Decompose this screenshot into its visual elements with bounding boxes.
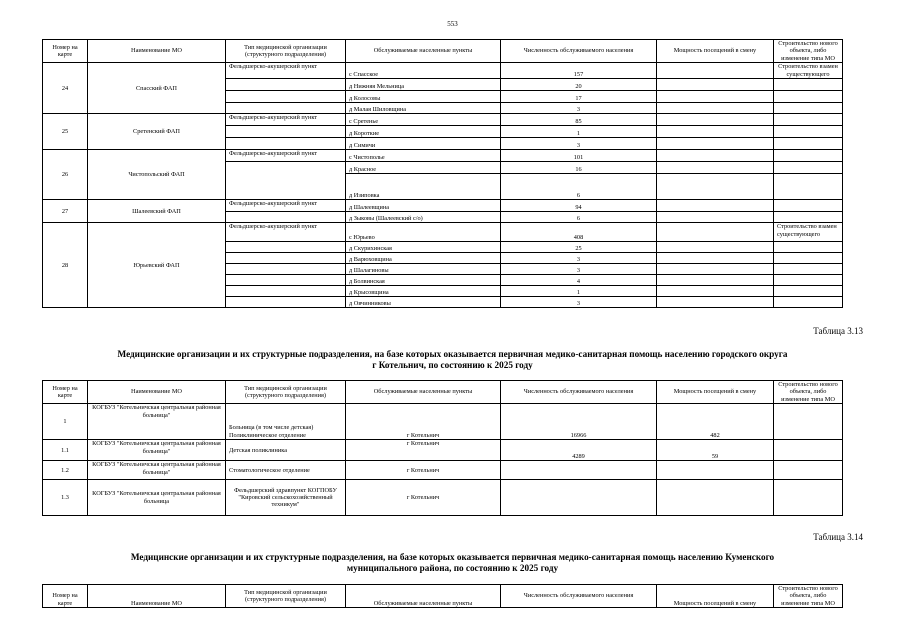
header-settlements: Обслуживаемые населенные пункты: [346, 40, 501, 63]
population: 17: [501, 91, 657, 103]
org-type: Фельдшерско-акушерский пункт: [226, 200, 346, 212]
table-row: [43, 223, 843, 242]
mo-name: Сретенский ФАП: [88, 114, 226, 150]
settlement: д Короткие: [346, 126, 501, 138]
settlement: д Варюховщина: [346, 253, 501, 264]
capacity: [657, 63, 774, 79]
map-number: 1.1: [43, 440, 88, 461]
settlement: г Котельнич: [346, 440, 501, 461]
table-title-3-14: [30, 552, 875, 574]
settlement: д Шалагиновы: [346, 264, 501, 275]
org-type: Фельдшерский здравпункт КОГПОБУ "Кировский сельскохозяйственный техникум": [226, 480, 346, 516]
mo-name: Спасский ФАП: [88, 63, 226, 114]
settlement: д Колосовы: [346, 91, 501, 103]
title-line-1: Медицинские организации и их структурные подразделения, на базе которых оказывается первичная медико-санитарная помощь населению городского округа: [117, 349, 788, 359]
capacity: [657, 480, 774, 516]
settlement: д Шалеевщина: [346, 200, 501, 212]
settlement: д Болвинская: [346, 275, 501, 286]
table-label-3-13: Таблица 3.13: [813, 326, 863, 336]
settlement: д Изиповка: [346, 174, 501, 200]
mo-name: Шалеевский ФАП: [88, 200, 226, 223]
settlement: д Нижняя Мельница: [346, 79, 501, 91]
map-number: 1.2: [43, 461, 88, 480]
settlement: д Зыковы (Шалеевский с/о): [346, 212, 501, 223]
population: 4289: [501, 440, 657, 461]
map-number: 1: [43, 404, 88, 440]
population: 6: [501, 174, 657, 200]
population: 3: [501, 253, 657, 264]
construction: Строительство взамен существующего: [774, 63, 843, 79]
header-mo: Наименование МО: [88, 585, 226, 608]
population: 3: [501, 138, 657, 150]
map-number: 28: [43, 223, 88, 308]
population: 20: [501, 79, 657, 91]
table-kotelnich: [42, 380, 843, 516]
org-type: Стоматологическое отделение: [226, 461, 346, 480]
settlement: д Красное: [346, 162, 501, 174]
settlement: с Спасское: [346, 63, 501, 79]
mo-name: Юрьевский ФАП: [88, 223, 226, 308]
population: 1: [501, 286, 657, 297]
mo-name: Чистопольский ФАП: [88, 150, 226, 200]
population: 4: [501, 275, 657, 286]
header-capacity: Мощность посещений в смену: [657, 381, 774, 404]
map-number: 25: [43, 114, 88, 150]
table-row: [43, 150, 843, 162]
construction: [774, 440, 843, 461]
settlement: д Крысовщина: [346, 286, 501, 297]
population: 94: [501, 200, 657, 212]
population: 3: [501, 103, 657, 114]
construction: Строительство взамен существующего: [774, 223, 843, 242]
table-row: [43, 200, 843, 212]
header-type: Тип медицинской организации (структурного подразделения): [226, 585, 346, 608]
table-row: [43, 480, 843, 516]
mo-name: КОГБУЗ "Котельничская центральная районная больница": [88, 461, 226, 480]
population: 16966: [501, 404, 657, 440]
population: 408: [501, 223, 657, 242]
header-capacity: Мощность посещений в смену: [657, 585, 774, 608]
table-label-3-14: Таблица 3.14: [813, 532, 863, 542]
title-line-2: г Котельнич, по состоянию к 2025 году: [372, 360, 533, 370]
map-number: 24: [43, 63, 88, 114]
header-num: Номер на карте: [43, 381, 88, 404]
header-population: Численность обслуживаемого населения: [501, 381, 657, 404]
table-row: [43, 63, 843, 79]
header-construction: Строительство нового объекта, либо изменение типа МО: [774, 585, 843, 608]
table-row: [43, 461, 843, 480]
population: 3: [501, 264, 657, 275]
settlement: д Скурихинская: [346, 242, 501, 253]
population: [501, 480, 657, 516]
capacity: 59: [657, 440, 774, 461]
org-type: Детская поликлиника: [226, 440, 346, 461]
header-population: Численность обслуживаемого населения: [501, 585, 657, 608]
mo-name: КОГБУЗ "Котельничская центральная районная больница: [88, 480, 226, 516]
map-number: 26: [43, 150, 88, 200]
map-number: 27: [43, 200, 88, 223]
table-row: [43, 404, 843, 440]
construction: [774, 404, 843, 440]
population: 16: [501, 162, 657, 174]
construction: [774, 461, 843, 480]
table-title-3-13: [30, 349, 875, 371]
population: 6: [501, 212, 657, 223]
settlement: с Сретенье: [346, 114, 501, 126]
settlement: д Овчинниковы: [346, 297, 501, 308]
capacity: 482: [657, 404, 774, 440]
population: 101: [501, 150, 657, 162]
population: 1: [501, 126, 657, 138]
mo-name: КОГБУЗ "Котельничская центральная районная больница": [88, 440, 226, 461]
population: 157: [501, 63, 657, 79]
header-construction: Строительство нового объекта, либо изменение типа МО: [774, 40, 843, 63]
settlement: д Малая Шиловщина: [346, 103, 501, 114]
population: 25: [501, 242, 657, 253]
population: 3: [501, 297, 657, 308]
org-type: Больница (в том числе детская) Поликлиническое отделение: [226, 404, 346, 440]
settlement: г Котельнич: [346, 404, 501, 440]
settlement: д Симичи: [346, 138, 501, 150]
settlement: с Чистополье: [346, 150, 501, 162]
header-settlements: Обслуживаемые населенные пункты: [346, 381, 501, 404]
settlement: г Котельнич: [346, 461, 501, 480]
org-type: Фельдшерско-акушерский пункт: [226, 114, 346, 126]
table-row: [43, 114, 843, 126]
org-type: Фельдшерско-акушерский пункт: [226, 63, 346, 79]
construction: [774, 480, 843, 516]
title-line-1: Медицинские организации и их структурные подразделения, на базе которых оказывается первичная медико-санитарная помощь населению Куменского: [130, 552, 775, 562]
org-type: Фельдшерско-акушерский пункт: [226, 223, 346, 242]
header-mo: Наименование МО: [88, 381, 226, 404]
table-fap-continuation: [42, 39, 843, 308]
header-type: Тип медицинской организации (структурного подразделения): [226, 40, 346, 63]
header-num: Номер на карте: [43, 40, 88, 63]
header-construction: Строительство нового объекта, либо изменение типа МО: [774, 381, 843, 404]
table-kumeny: [42, 584, 843, 608]
header-capacity: Мощность посещений в смену: [657, 40, 774, 63]
header-settlements: Обслуживаемые населенные пункты: [346, 585, 501, 608]
header-population: Численность обслуживаемого населения: [501, 40, 657, 63]
table-row: [43, 440, 843, 461]
mo-name: КОГБУЗ "Котельничская центральная районная больница": [88, 404, 226, 440]
org-type: Фельдшерско-акушерский пункт: [226, 150, 346, 162]
settlement: с Юрьево: [346, 223, 501, 242]
map-number: 1.3: [43, 480, 88, 516]
header-type: Тип медицинской организации (структурного подразделения): [226, 381, 346, 404]
header-num: Номер на карте: [43, 585, 88, 608]
population: [501, 461, 657, 480]
population: 85: [501, 114, 657, 126]
page-number: 553: [447, 20, 458, 28]
settlement: г Котельнич: [346, 480, 501, 516]
capacity: [657, 461, 774, 480]
header-mo: Наименование МО: [88, 40, 226, 63]
title-line-2: муниципального района, по состоянию к 2025 году: [346, 563, 559, 573]
